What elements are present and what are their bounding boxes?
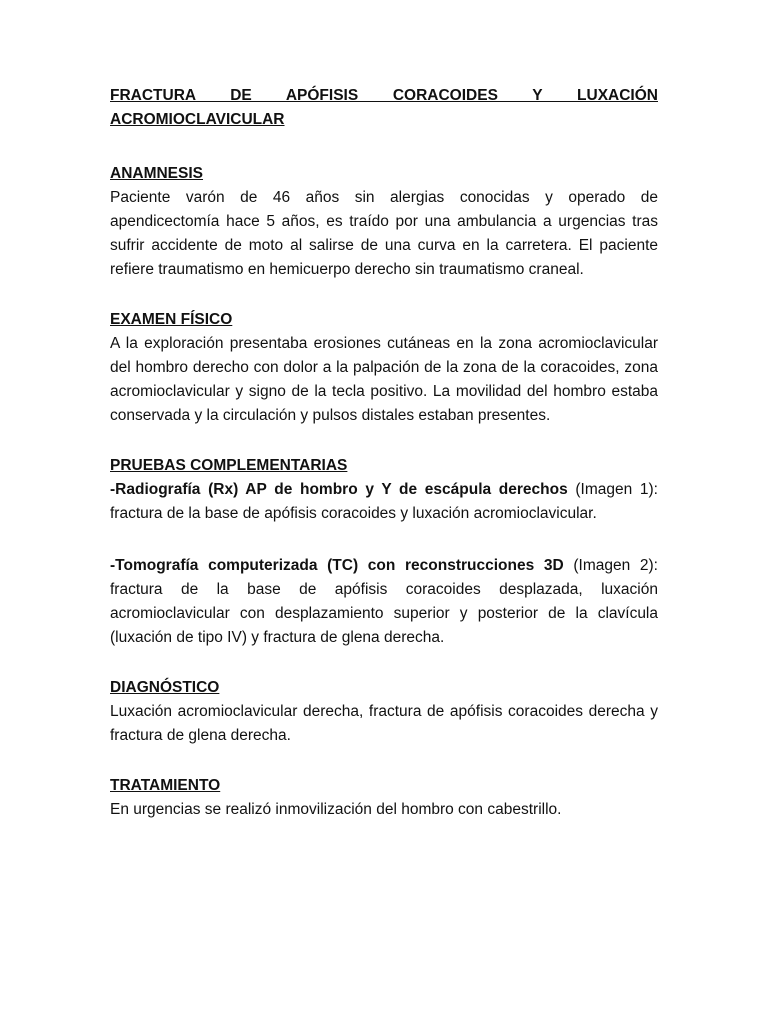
heading-tratamiento: TRATAMIENTO — [110, 777, 221, 794]
heading-diagnostico: DIAGNÓSTICO — [110, 679, 220, 696]
title-line-2: ACROMIOCLAVICULAR — [110, 111, 285, 128]
section-pruebas-complementarias — [110, 454, 658, 650]
section-anamnesis — [110, 162, 658, 282]
prueba-radiografia-text: (Imagen 1): fractura de la base de apófisis coracoides y luxación acromioclavicular. — [110, 481, 658, 522]
heading-examen-fisico: EXAMEN FÍSICO — [110, 311, 233, 328]
title-line-1: FRACTURA DE APÓFISIS CORACOIDES Y LUXACIÓN — [110, 87, 658, 104]
tratamiento-text: En urgencias se realizó inmovilización del hombro con cabestrillo. — [110, 801, 562, 818]
prueba-tomografia-text: (Imagen 2): fractura de la base de apófisis coracoides desplazada, luxación acromioclavicular con desplazamiento superior y posterior de la clavícula (luxación de tipo IV) y fractura de glena derecha. — [110, 557, 658, 646]
prueba-radiografia-title: -Radiografía (Rx) AP de hombro y Y de escápula derechos — [110, 481, 568, 498]
document-title — [110, 84, 658, 132]
examen-fisico-text: A la exploración presentaba erosiones cutáneas en la zona acromioclavicular del hombro derecho con dolor a la palpación de la zona de la coracoides, zona acromioclavicular y signo de la tecla positivo. La movilidad del hombro estaba conservada y la circulación y pulsos distales estaban presentes. — [110, 335, 658, 424]
prueba-tomografia-title: -Tomografía computerizada (TC) con reconstrucciones 3D — [110, 557, 564, 574]
prueba-radiografia — [110, 478, 658, 526]
section-examen-fisico — [110, 308, 658, 428]
heading-anamnesis: ANAMNESIS — [110, 165, 204, 182]
section-diagnostico — [110, 676, 658, 748]
section-tratamiento — [110, 774, 658, 822]
prueba-tomografia — [110, 554, 658, 650]
heading-pruebas-complementarias: PRUEBAS COMPLEMENTARIAS — [110, 457, 348, 474]
diagnostico-text: Luxación acromioclavicular derecha, fractura de apófisis coracoides derecha y fractura de glena derecha. — [110, 703, 658, 744]
anamnesis-text: Paciente varón de 46 años sin alergias conocidas y operado de apendicectomía hace 5 años, es traído por una ambulancia a urgencias tras sufrir accidente de moto al salirse de una curva en la carretera. El paciente refiere traumatismo en hemicuerpo derecho sin traumatismo craneal. — [110, 189, 658, 278]
